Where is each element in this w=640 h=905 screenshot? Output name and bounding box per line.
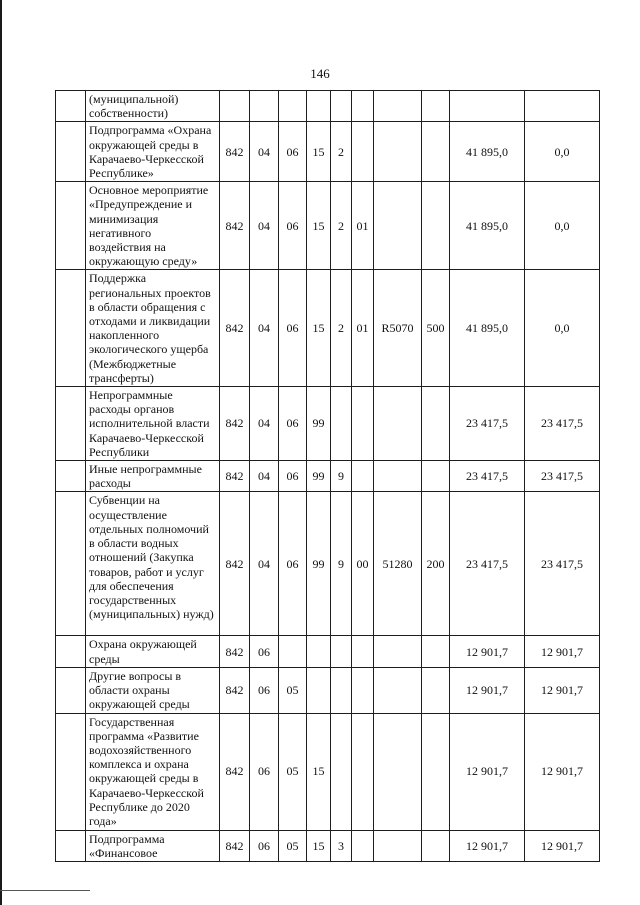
ministry-code-cell: 842 <box>220 461 250 492</box>
event-cell: 01 <box>352 182 374 270</box>
section-cell: 04 <box>250 461 279 492</box>
amount-2019-cell: 23 417,5 <box>450 461 525 492</box>
table-row <box>56 713 600 830</box>
ministry-code-cell: 842 <box>220 667 250 713</box>
program-cell: 99 <box>307 492 331 636</box>
subsection-cell: 06 <box>279 492 307 636</box>
event-cell <box>352 122 374 182</box>
index-cell <box>56 492 86 636</box>
index-cell <box>56 667 86 713</box>
subsection-cell: 06 <box>279 461 307 492</box>
event-cell: 00 <box>352 492 374 636</box>
event-cell <box>352 387 374 461</box>
table-row <box>56 182 600 270</box>
index-cell <box>56 461 86 492</box>
direction-cell <box>374 461 422 492</box>
ministry-code-cell: 842 <box>220 492 250 636</box>
ministry-code-cell <box>220 91 250 122</box>
subprogram-cell: 2 <box>331 122 352 182</box>
direction-cell <box>374 91 422 122</box>
table-row <box>56 492 600 636</box>
expense-type-cell: 200 <box>422 492 450 636</box>
item-name-cell: Основное мероприятие «Предупреждение и минимизация негативного воздействия на окружающую среду» <box>86 182 220 270</box>
direction-cell <box>374 387 422 461</box>
amount-2019-cell: 12 901,7 <box>450 636 525 667</box>
amount-2020-cell <box>525 91 600 122</box>
expense-type-cell <box>422 182 450 270</box>
direction-cell: R5070 <box>374 270 422 387</box>
item-name-cell: Иные непрограммные расходы <box>86 461 220 492</box>
subprogram-cell <box>331 713 352 830</box>
index-cell <box>56 182 86 270</box>
program-cell <box>307 91 331 122</box>
ministry-code-cell: 842 <box>220 713 250 830</box>
section-cell: 04 <box>250 270 279 387</box>
item-name-cell: Другие вопросы в области охраны окружающей среды <box>86 667 220 713</box>
direction-cell <box>374 713 422 830</box>
item-name-cell: Подпрограмма «Охрана окружающей среды в Карачаево-Черкесской Республике» <box>86 122 220 182</box>
ministry-code-cell: 842 <box>220 636 250 667</box>
table-row <box>56 387 600 461</box>
amount-2020-cell: 23 417,5 <box>525 461 600 492</box>
expense-type-cell <box>422 387 450 461</box>
subsection-cell: 06 <box>279 270 307 387</box>
index-cell <box>56 713 86 830</box>
ministry-code-cell: 842 <box>220 182 250 270</box>
program-cell: 15 <box>307 830 331 861</box>
event-cell <box>352 91 374 122</box>
expense-type-cell <box>422 830 450 861</box>
table-row <box>56 461 600 492</box>
subprogram-cell: 9 <box>331 492 352 636</box>
table-row <box>56 830 600 861</box>
ministry-code-cell: 842 <box>220 270 250 387</box>
direction-cell <box>374 636 422 667</box>
ministry-code-cell: 842 <box>220 122 250 182</box>
direction-cell <box>374 122 422 182</box>
ministry-code-cell: 842 <box>220 830 250 861</box>
program-cell: 99 <box>307 461 331 492</box>
amount-2019-cell: 23 417,5 <box>450 492 525 636</box>
section-cell: 04 <box>250 122 279 182</box>
program-cell: 15 <box>307 182 331 270</box>
table-row <box>56 91 600 122</box>
table-row <box>56 636 600 667</box>
program-cell: 15 <box>307 122 331 182</box>
event-cell <box>352 461 374 492</box>
item-name-cell: Государственная программа «Развитие водохозяйственного комплекса и охрана окружающей среды в Карачаево-Черкесской Республике до 2020 года» <box>86 713 220 830</box>
direction-cell <box>374 830 422 861</box>
section-cell: 04 <box>250 492 279 636</box>
subsection-cell: 05 <box>279 713 307 830</box>
section-cell: 06 <box>250 830 279 861</box>
item-name-cell: Субвенции на осуществление отдельных полномочий в области водных отношений (Закупка товаров, работ и услуг для обеспечения государственных (муниципальных) нужд) <box>86 492 220 636</box>
page-left-edge <box>0 0 2 905</box>
subprogram-cell: 3 <box>331 830 352 861</box>
section-cell: 06 <box>250 713 279 830</box>
event-cell: 01 <box>352 270 374 387</box>
amount-2019-cell: 12 901,7 <box>450 713 525 830</box>
subsection-cell: 06 <box>279 122 307 182</box>
amount-2019-cell: 41 895,0 <box>450 122 525 182</box>
subsection-cell: 05 <box>279 830 307 861</box>
index-cell <box>56 270 86 387</box>
item-name-cell: Поддержка региональных проектов в области обращения с отходами и ликвидации накопленного экологического ущерба (Межбюджетные трансферты) <box>86 270 220 387</box>
event-cell <box>352 830 374 861</box>
section-cell: 06 <box>250 667 279 713</box>
amount-2020-cell: 12 901,7 <box>525 830 600 861</box>
index-cell <box>56 91 86 122</box>
amount-2020-cell: 23 417,5 <box>525 492 600 636</box>
section-cell: 04 <box>250 182 279 270</box>
expense-type-cell <box>422 122 450 182</box>
subprogram-cell: 2 <box>331 182 352 270</box>
subprogram-cell <box>331 636 352 667</box>
event-cell <box>352 636 374 667</box>
table-row <box>56 667 600 713</box>
item-name-cell: Охрана окружающей среды <box>86 636 220 667</box>
amount-2020-cell: 12 901,7 <box>525 636 600 667</box>
item-name-cell: Подпрограмма «Финансовое <box>86 830 220 861</box>
subprogram-cell: 9 <box>331 461 352 492</box>
amount-2020-cell: 23 417,5 <box>525 387 600 461</box>
amount-2020-cell: 12 901,7 <box>525 667 600 713</box>
subsection-cell: 05 <box>279 667 307 713</box>
page-number: 146 <box>310 66 330 81</box>
expense-type-cell <box>422 636 450 667</box>
amount-2020-cell: 0,0 <box>525 182 600 270</box>
amount-2019-cell: 23 417,5 <box>450 387 525 461</box>
expense-type-cell <box>422 713 450 830</box>
amount-2019-cell: 12 901,7 <box>450 830 525 861</box>
event-cell <box>352 713 374 830</box>
subsection-cell: 06 <box>279 387 307 461</box>
program-cell <box>307 636 331 667</box>
ministry-code-cell: 842 <box>220 387 250 461</box>
program-cell: 15 <box>307 270 331 387</box>
event-cell <box>352 667 374 713</box>
index-cell <box>56 387 86 461</box>
expense-type-cell <box>422 461 450 492</box>
direction-cell: 51280 <box>374 492 422 636</box>
item-name-cell: (муниципальной) собственности) <box>86 91 220 122</box>
subprogram-cell <box>331 91 352 122</box>
subsection-cell <box>279 636 307 667</box>
table-row <box>56 270 600 387</box>
amount-2019-cell <box>450 91 525 122</box>
subsection-cell: 06 <box>279 182 307 270</box>
amount-2020-cell: 0,0 <box>525 270 600 387</box>
amount-2019-cell: 12 901,7 <box>450 667 525 713</box>
index-cell <box>56 830 86 861</box>
subprogram-cell <box>331 387 352 461</box>
table-row <box>56 122 600 182</box>
amount-2019-cell: 41 895,0 <box>450 182 525 270</box>
section-cell: 06 <box>250 636 279 667</box>
item-name-cell: Непрограммные расходы органов исполнительной власти Карачаево-Черкесской Республики <box>86 387 220 461</box>
amount-2019-cell: 41 895,0 <box>450 270 525 387</box>
expense-type-cell <box>422 667 450 713</box>
subprogram-cell <box>331 667 352 713</box>
index-cell <box>56 122 86 182</box>
amount-2020-cell: 0,0 <box>525 122 600 182</box>
subprogram-cell: 2 <box>331 270 352 387</box>
direction-cell <box>374 667 422 713</box>
program-cell: 15 <box>307 713 331 830</box>
subsection-cell <box>279 91 307 122</box>
bottom-rule <box>0 890 90 891</box>
program-cell: 99 <box>307 387 331 461</box>
direction-cell <box>374 182 422 270</box>
index-cell <box>56 636 86 667</box>
section-cell <box>250 91 279 122</box>
program-cell <box>307 667 331 713</box>
table-body <box>56 91 600 862</box>
expense-type-cell <box>422 91 450 122</box>
section-cell: 04 <box>250 387 279 461</box>
expense-type-cell: 500 <box>422 270 450 387</box>
budget-table <box>55 90 600 862</box>
amount-2020-cell: 12 901,7 <box>525 713 600 830</box>
